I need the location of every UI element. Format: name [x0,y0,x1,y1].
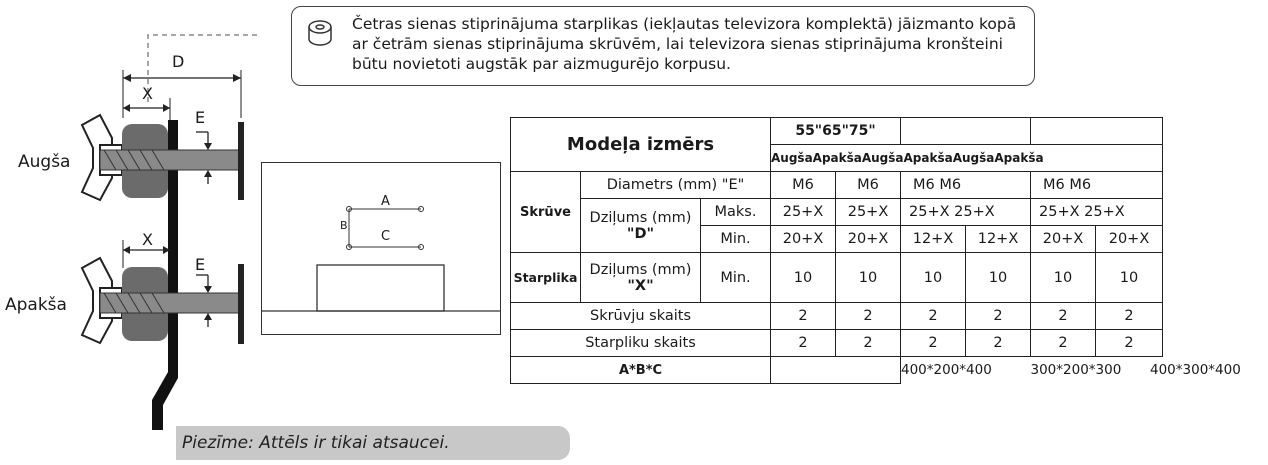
min-value: 12+X [901,226,966,253]
spacer-min-label: Min. [701,253,771,303]
screw-count-value: 2 [1096,303,1163,330]
min-value: 20+X [771,226,836,253]
diameter-value: M6 [836,172,901,199]
dim-b-label: B [340,219,348,232]
label-top: Augša [18,152,71,172]
screw-count-value: 2 [836,303,901,330]
min-label: Min. [701,226,771,253]
abc-value-last: 400*300*400 [1150,362,1241,378]
spacer-value: 10 [901,253,966,303]
sizes-header: 55"65"75" [771,118,901,145]
spacer-value: 10 [1031,253,1096,303]
model-size-header: Modeļa izmērs [511,118,771,172]
abc-label: A*B*C [511,357,771,384]
screw-count-label: Skrūvju skaits [511,303,771,330]
spacer-value: 10 [836,253,901,303]
diameter-label: Diametrs (mm) "E" [581,172,771,199]
label-bottom: Apakša [5,295,67,315]
max-value: 25+X 25+X [901,199,1031,226]
spacer-value: 10 [771,253,836,303]
abc-value: 300*200*300 [1030,362,1122,379]
spacer-label: Starplika [511,253,581,303]
spacer-count-value: 2 [771,330,836,357]
spacer-depth-label: Dziļums (mm) "X" [581,253,701,303]
empty-header-1 [901,118,1031,145]
sub-headers: AugšaApakšaAugšaApakšaAugšaApakša [771,145,1096,172]
max-value: 25+X [771,199,836,226]
max-value: 25+X [836,199,901,226]
screw-label: Skrūve [511,172,581,253]
screw-count-value: 2 [1031,303,1096,330]
screw-count-value: 2 [966,303,1031,330]
spacer-count-value: 2 [966,330,1031,357]
min-value: 20+X [836,226,901,253]
diameter-value: M6 M6 [1031,172,1163,199]
footnote: Piezīme: Attēls ir tikai atsaucei. [176,426,570,460]
dim-e-bottom-label: E [195,255,206,274]
abc-value: 400*200*400 [901,362,992,379]
max-value: 25+X 25+X [1031,199,1163,226]
dim-c-label: C [381,229,391,244]
diameter-value: M6 [771,172,836,199]
dim-d-label: D [172,52,185,71]
dim-x-bottom-label: X [142,230,153,249]
diameter-value: M6 M6 [901,172,1031,199]
spacer-count-value: 2 [901,330,966,357]
dim-e-top-label: E [195,108,206,127]
min-value: 20+X [1096,226,1163,253]
dim-x-top-label: X [142,84,153,103]
mounting-diagram [0,0,260,465]
spacer-value: 10 [1096,253,1163,303]
spacer-count-label: Starpliku skaits [511,330,771,357]
vesa-inset-drawing [261,162,501,335]
max-label: Maks. [701,199,771,226]
info-callout-text: Četras sienas stiprinājuma starplikas (iekļautas televizora komplektā) jāizmanto kopā ar četrām sienas stiprinājuma skrūvēm, lai televizora sienas stiprinājuma kronšteini būtu novietoti augstāk par aizmugurējo korpusu. [352,15,1017,73]
depth-d-label: Dziļums (mm) "D" [581,199,701,253]
spacer-value: 10 [966,253,1031,303]
spacer-count-value: 2 [836,330,901,357]
screw-count-value: 2 [901,303,966,330]
empty-header-2 [1031,118,1163,145]
dim-a-label: A [381,194,390,209]
spacer-count-value: 2 [1031,330,1096,357]
screw-count-value: 2 [771,303,836,330]
min-value: 20+X [1031,226,1096,253]
min-value: 12+X [966,226,1031,253]
spacer-count-value: 2 [1096,330,1163,357]
washer-icon [305,18,335,52]
spec-table [510,117,1163,384]
